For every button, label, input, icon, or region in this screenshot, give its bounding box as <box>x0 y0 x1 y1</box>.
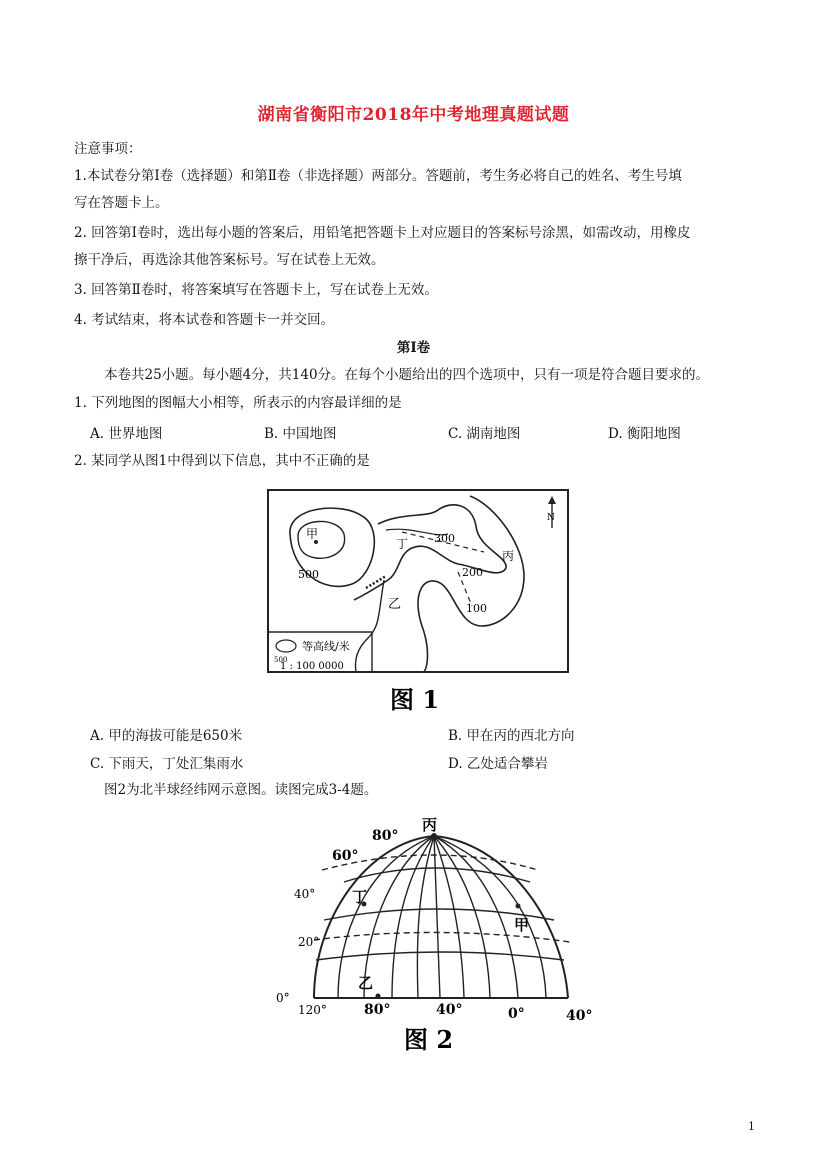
notes-item-4: 4. 考试结束，将本试卷和答题卡一并交回。 <box>74 312 335 328</box>
question-1-option-c: C. 湖南地图 <box>448 426 521 442</box>
lat-label-0: 0° <box>276 991 290 1005</box>
figure-1-label-bing: 丙 <box>502 549 515 563</box>
figure-2-graticule <box>268 808 608 1060</box>
notes-heading: 注意事项： <box>74 141 142 157</box>
north-label: N <box>547 513 555 523</box>
contour-label-300: 300 <box>434 532 455 545</box>
page-title: 湖南省衡阳市2018年中考地理真题试题 <box>257 105 570 125</box>
lat-label-20: 20° <box>298 935 320 949</box>
notes-item-2-line-1: 2. 回答第Ⅰ卷时，选出每小题的答案后，用铅笔把答题卡上对应题目的答案标号涂黑，如需改动，用橡皮 <box>74 225 691 241</box>
notes-item-1-line-2: 写在答题卡上。 <box>74 195 169 211</box>
notes-item-1-line-1: 1.本试卷分第Ⅰ卷（选择题）和第Ⅱ卷（非选择题）两部分。答题前，考生务必将自己的姓名、考生号填 <box>74 168 682 184</box>
legend-scale: 1 : 100 0000 <box>280 661 344 672</box>
figure-1-caption: 图 1 <box>390 685 440 714</box>
contour-label-500: 500 <box>298 568 319 581</box>
contour-label-100: 100 <box>466 602 487 615</box>
figure-2-caption: 图 2 <box>404 1025 454 1054</box>
figure-2-label-jia: 甲 <box>514 916 530 934</box>
lon-label-80: 80° <box>364 1002 391 1018</box>
question-2-option-d: D. 乙处适合攀岩 <box>448 756 548 772</box>
lon-label-40-east: 40° <box>566 1008 593 1024</box>
legend-contour-text: 等高线/米 <box>302 640 350 653</box>
question-3-4-intro: 图2为北半球经纬网示意图。读图完成3-4题。 <box>104 782 378 798</box>
section-intro: 本卷共25小题。每小题4分，共140分。在每个小题给出的四个选项中，只有一项是符合题目要求的。 <box>104 367 710 383</box>
figure-2-label-yi: 乙 <box>358 974 374 992</box>
figure-2-label-bing: 丙 <box>422 816 438 834</box>
figure-1-label-ding: 丁 <box>396 537 409 551</box>
question-1-stem: 1. 下列地图的图幅大小相等，所表示的内容最详细的是 <box>74 395 402 411</box>
question-1-option-a: A. 世界地图 <box>90 426 163 442</box>
lon-label-0: 0° <box>508 1006 525 1022</box>
question-2-option-b: B. 甲在丙的西北方向 <box>448 728 575 744</box>
page-number: 1 <box>748 1120 755 1133</box>
question-1-option-b: B. 中国地图 <box>264 426 337 442</box>
section-title: 第Ⅰ卷 <box>396 340 431 356</box>
lat-label-60: 60° <box>332 848 359 864</box>
figure-1-label-yi: 乙 <box>388 597 402 612</box>
question-2-option-a: A. 甲的海拔可能是650米 <box>90 728 243 744</box>
lat-label-40: 40° <box>294 887 316 901</box>
question-2-option-c: C. 下雨天，丁处汇集雨水 <box>90 756 244 772</box>
lat-label-80: 80° <box>372 828 399 844</box>
contour-label-200: 200 <box>462 566 483 579</box>
notes-item-2-line-2: 擦干净后，再选涂其他答案标号。写在试卷上无效。 <box>74 252 385 268</box>
lon-label-40-west: 40° <box>436 1002 463 1018</box>
notes-item-3: 3. 回答第Ⅱ卷时，将答案填写在答题卡上，写在试卷上无效。 <box>74 282 438 298</box>
lon-label-120: 120° <box>298 1003 327 1017</box>
question-1-option-d: D. 衡阳地图 <box>608 426 681 442</box>
figure-1-contour-map <box>262 476 580 716</box>
question-2-stem: 2. 某同学从图1中得到以下信息，其中不正确的是 <box>74 453 370 469</box>
figure-1-label-jia: 甲 <box>306 527 319 541</box>
legend-symbol-value: 500 <box>274 656 288 664</box>
figure-2-label-ding: 丁 <box>352 888 368 906</box>
